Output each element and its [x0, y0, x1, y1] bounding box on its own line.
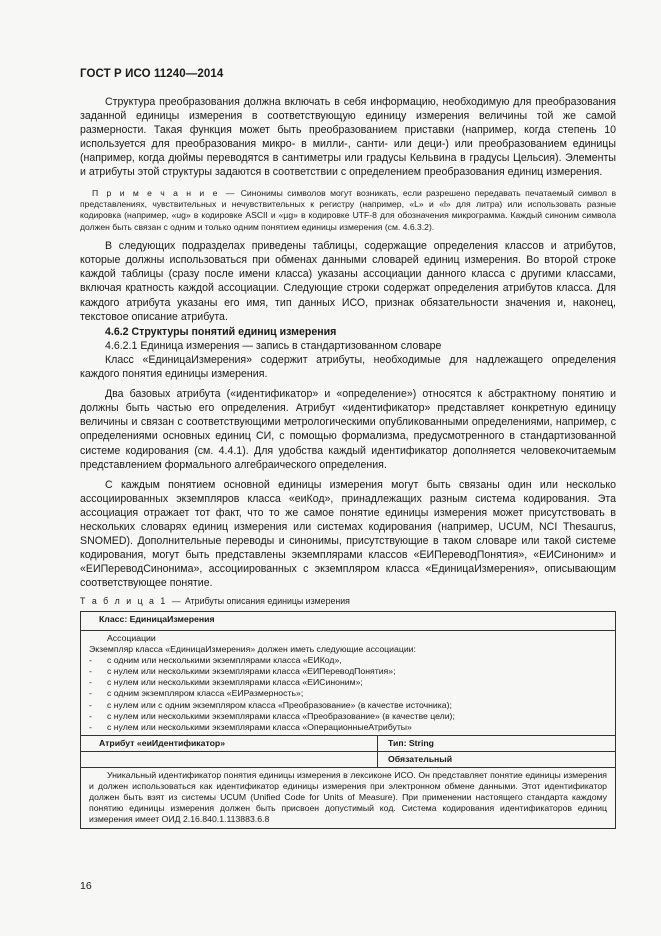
paragraph-conversion-structure: Структура преобразования должна включать в себя информацию, необходимую для преобразования заданной единицы измерения в соответствующую единицу измерения величины той же самой размерности. Такая функция может быть преобразованием приставки (например, когда степень 10 используется для преобразования микро- в милли-, санти- или деци-) или преобразованием единицы (например, когда дюймы переводятся в сантиметры или градусы Кельвина в градусы Цельсия). Элементы и атрибуты этой структуры задаются в соответствии с определением преобразования единиц измерения. [80, 96, 616, 179]
attribute-required-cell: Обязательный [378, 751, 616, 767]
note [80, 188, 616, 234]
list-item: - с нулем или несколькими экземплярами класса «Преобразование» (в качестве цели); [89, 711, 607, 722]
table-row [81, 751, 616, 767]
list-item: - с нулем или несколькими экземплярами класса «ЕИСиноним»; [89, 677, 607, 688]
attributes-table [80, 611, 616, 829]
page-header: ГОСТ Р ИСО 11240—2014 [80, 68, 224, 80]
note-text: Синонимы символов могут возникать, если разрешено передавать печатаемый символ в представлениях, чувствительных и нечувствительных к регистру (например, «L» и «l» для литра) или использовать разные кодировка (например, «ug» в кодировке ASCII и «µg» в кодировке UTF-8 для обозначения микрограмма. Каждый синоним символа должен быть связан с одним и только одним понятием единицы измерения (см. 4.6.3.2). [80, 187, 617, 232]
attribute-type-cell: Тип: String [378, 735, 616, 751]
table-row [81, 768, 616, 828]
table-row [81, 612, 616, 631]
class-name-cell: Класс: ЕдиницаИзмерения [81, 612, 616, 631]
subsection-heading: 4.6.2.1 Единица измерения — запись в стандартизованном словаре [105, 339, 442, 352]
main-text [80, 95, 616, 590]
note-label: П р и м е ч а н и е — [92, 187, 237, 198]
empty-cell [81, 751, 378, 767]
section-heading: 4.6.2 Структуры понятий единиц измерения [105, 325, 337, 338]
associations-cell [81, 631, 616, 736]
associations-intro: Экземпляр класса «ЕдиницаИзмерения» должен иметь следующие ассоциации: [89, 644, 416, 655]
paragraph-associations: С каждым понятием основной единицы измерения могут быть связаны один или несколько ассоциированных экземпляров класса «еиКод», принадлежащих разным система кодирования. Эта ассоциация отражает тот факт, что то же самое понятие единицы измерения может присутствовать в нескольких словарях единиц измерения или системах кодирования (например, UCUM, NCI Thesaurus, SNOMED). Дополнительные переводы и синонимы, присутствующие в таком словаре или такой системе кодирования, могут быть представлены экземплярами классов «ЕИПереводПонятия», «ЕИСиноним» и «ЕИПереводСинонима», ассоциированных с экземпляром класса «ЕдиницаИзмерения», описывающим соответствующее понятие. [80, 478, 616, 590]
list-item: - с одним или несколькими экземплярами класса «ЕИКод», [89, 655, 607, 666]
attribute-name-cell: Атрибут «еиИдентификатор» [81, 735, 378, 751]
table-caption [80, 596, 350, 606]
table-caption-label: Т а б л и ц а 1 — [80, 596, 183, 606]
table-caption-text: Атрибуты описания единицы измерения [182, 596, 350, 606]
list-item: - с нулем или несколькими экземплярами класса «ЕИПереводПонятия»; [89, 666, 607, 677]
attribute-description-cell: Уникальный идентификатор понятия единицы измерения в лексиконе ИСО. Он представляет понятие единицы измерения и должен использоваться как идентификатор единицы измерения при электронном обмене данными. Этот идентификатор должен быть взят из системы UCUM (Unified Code for Units of Measure). При применении настоящего стандарта каждому понятию единицы измерения должен быть присвоен допустимый код. Система кодирования идентификаторов единиц измерения имеет ОИД 2.16.840.1.113883.6.8 [81, 768, 616, 828]
paragraph-class-description: Класс «ЕдиницаИзмерения» содержит атрибуты, необходимые для надлежащего определения каждого понятия единицы измерения. [80, 353, 616, 381]
list-item: - с нулем или несколькими экземплярами класса «ОперационныеАтрибуты» [89, 722, 607, 733]
associations-list [89, 655, 607, 733]
table-row [81, 631, 616, 736]
associations-title: Ассоциации [107, 633, 156, 643]
list-item: - с нулем или с одним экземпляром класса «Преобразование» (в качестве источника); [89, 700, 607, 711]
table-row [81, 735, 616, 751]
paragraph-basic-attributes: Два базовых атрибута («идентификатор» и «определение») относятся к абстрактному понятию и должны быть частью его определения. Атрибут «идентификатор» представляет конкретную единицу величины и связан с соответствующими метрологическими опубликованными определениями, например, с определениями основных единиц СИ, с помощью формализма, предусмотренного в стандартизованной системе кодирования (см. 4.4.1). Для удобства каждый идентификатор дополняется человекочитаемым представлением формального алгебраического определения. [80, 388, 616, 471]
page-number: 16 [80, 880, 92, 892]
list-item: - с одним экземпляром класса «ЕИРазмерность»; [89, 688, 607, 699]
paragraph-subsections-intro: В следующих подразделах приведены таблицы, содержащие определения классов и атрибутов, которые должны использоваться при обменах данными словарей единиц измерения. Во второй строке каждой таблицы (сразу после имени класса) указаны ассоциации данного класса с другими классами, включая кратность каждой ассоциации. Следующие строки содержат определения атрибутов класса. Для каждого атрибута указаны его имя, тип данных ИСО, признак обязательности значения и, наконец, текстовое описание атрибута. [80, 240, 616, 323]
